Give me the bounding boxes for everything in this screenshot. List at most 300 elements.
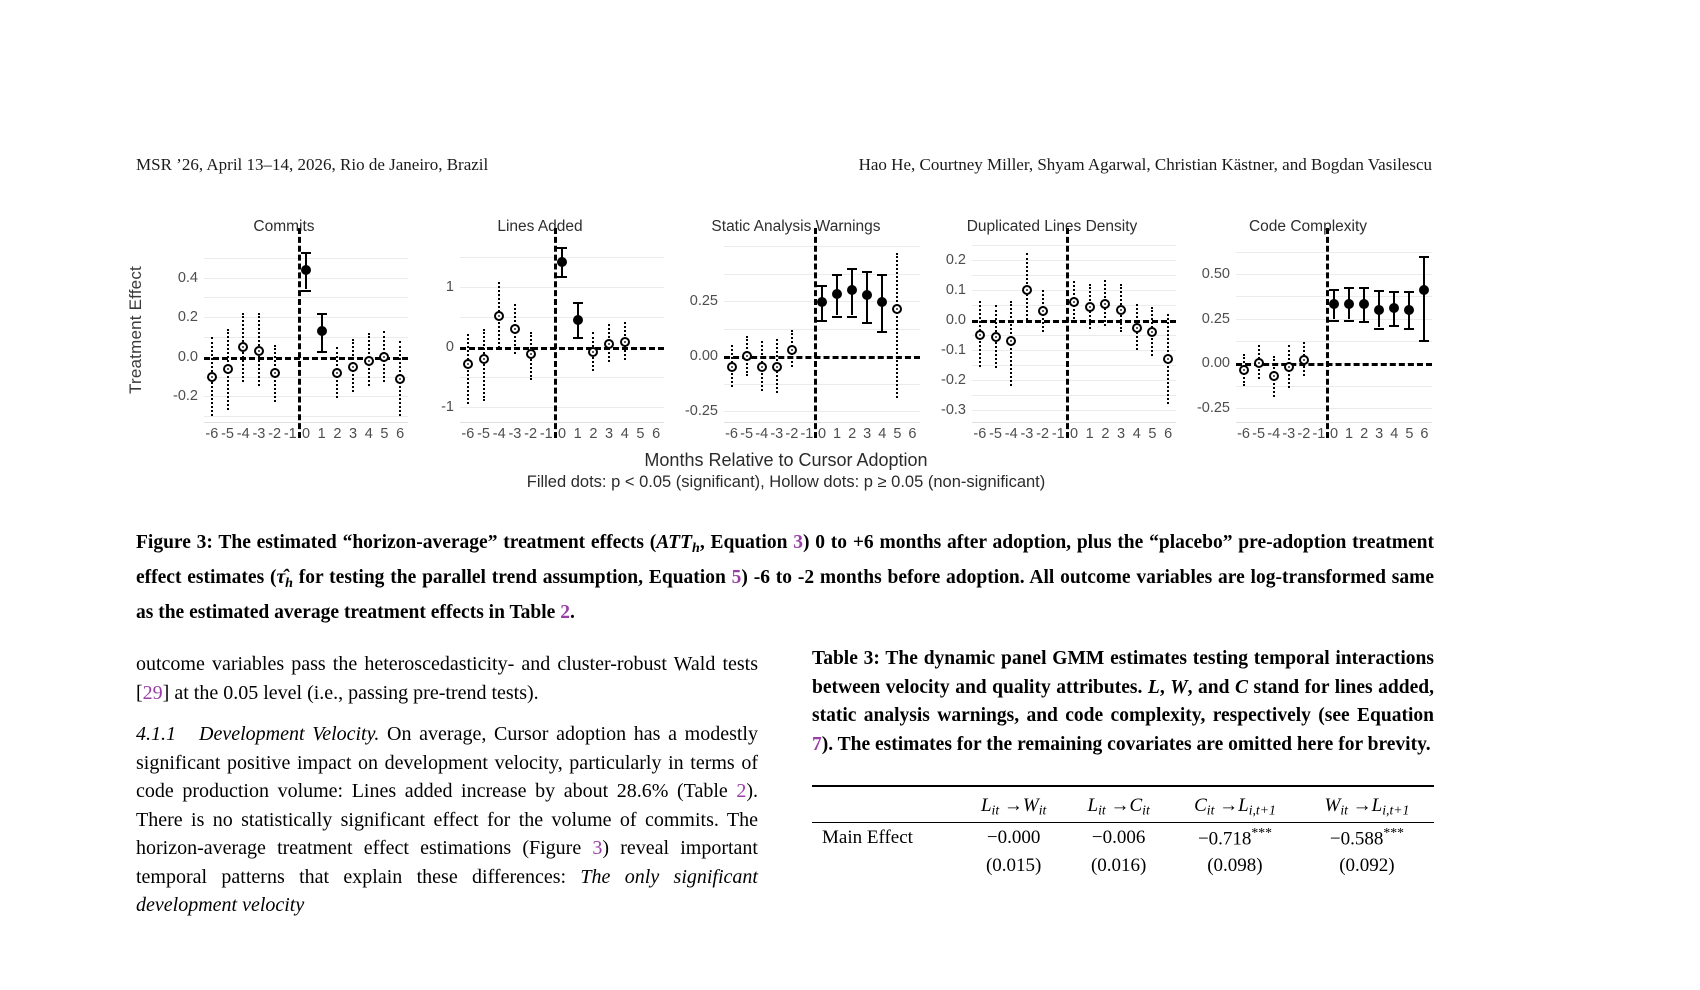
table-cell-estimate: −0.000 — [986, 827, 1041, 849]
chart-legend-note: Filled dots: p < 0.05 (significant), Hollow dots: p ≥ 0.05 (non-significant) — [526, 473, 1046, 491]
chart-dot-filled — [1329, 299, 1339, 309]
chart-error-bar-cap — [1419, 340, 1429, 342]
chart-error-bar-cap — [832, 274, 842, 276]
chart-x-tick-label: 2 — [589, 426, 598, 442]
chart-error-bar-cap — [862, 322, 872, 324]
chart-adoption-vline — [1066, 228, 1069, 438]
table-3-caption-math-W: W — [1170, 676, 1188, 698]
chart-x-tick-label: -5 — [1252, 426, 1266, 442]
chart-gridline — [1236, 408, 1432, 409]
table-cell-stderr: (0.015) — [985, 854, 1042, 876]
chart-y-tick-label: -0.2 — [173, 388, 198, 405]
chart-gridline — [460, 407, 664, 408]
figure-caption-text-1: The estimated “horizon-average” treatment effects ( — [212, 532, 657, 553]
chart-x-tick-label: 6 — [652, 426, 661, 442]
chart-dot-filled — [847, 285, 857, 295]
table-cell-stderr: (0.016) — [1090, 854, 1147, 876]
chart-x-tick-label: 4 — [620, 426, 629, 442]
chart-gridline — [204, 317, 408, 318]
chart-dot-filled — [557, 257, 567, 267]
chart-gridline — [972, 380, 1176, 381]
chart-dot-hollow — [757, 362, 767, 372]
chart-dot-filled — [877, 297, 887, 307]
chart-dot-hollow — [588, 347, 598, 357]
chart-dot-hollow — [463, 359, 473, 369]
chart-dot-hollow — [379, 352, 389, 362]
chart-x-axis-line — [1236, 422, 1432, 423]
table-row-stderr — [812, 853, 1434, 879]
chart-y-tick-label: -1 — [441, 399, 454, 415]
chart-error-bar-cap — [573, 302, 583, 304]
chart-gridline — [972, 275, 1176, 276]
chart-error-bar-cap — [847, 316, 857, 318]
chart-dot-hollow — [727, 362, 737, 372]
table-cell-stderr: (0.092) — [1339, 854, 1395, 876]
figure-caption-math-att-sub: h — [692, 539, 700, 556]
chart-x-tick-label: 5 — [380, 426, 389, 442]
chart-x-tick-label: 0 — [817, 426, 827, 442]
chart-x-axis-line — [724, 422, 920, 423]
chart-panel-title: Static Analysis Warnings — [711, 218, 881, 235]
chart-gridline — [972, 260, 1176, 261]
chart-y-tick-label: 0.25 — [1201, 310, 1230, 327]
chart-x-tick-label: 2 — [1101, 426, 1110, 442]
chart-dot-hollow — [207, 372, 217, 382]
chart-x-tick-label: 3 — [863, 426, 872, 442]
chart-x-tick-label: 5 — [636, 426, 645, 442]
figure-caption-label: Figure 3: — [136, 532, 213, 553]
table-row — [812, 823, 1434, 853]
table-cell-estimate: −0.588*** — [1329, 825, 1404, 850]
chart-panel-duplicated-lines-density — [924, 218, 1180, 478]
chart-x-tick-label: -6 — [1237, 426, 1250, 442]
chart-y-tick-label: 0.2 — [177, 309, 198, 326]
figure-caption-text-3: ) 0 to +6 months after adoption, plus the “placebo” pre-adoption treatment effect estimates ( — [136, 532, 1435, 588]
chart-error-bar-cap — [573, 337, 583, 339]
chart-x-tick-label: -4 — [755, 426, 769, 442]
chart-x-tick-label: 0 — [1329, 426, 1339, 442]
chart-y-tick-label: 0.50 — [1201, 266, 1230, 283]
figure-ref-3[interactable]: 3 — [592, 837, 603, 859]
running-header — [136, 155, 1432, 177]
chart-error-bar-cap — [1329, 289, 1339, 291]
chart-x-tick-label: -3 — [252, 426, 266, 442]
chart-dot-hollow — [1254, 358, 1264, 368]
chart-gridline — [1236, 386, 1432, 387]
chart-panel-commits — [156, 218, 412, 478]
chart-gridline — [972, 395, 1176, 396]
chart-x-tick-label: -1 — [283, 426, 297, 442]
chart-gridline — [724, 411, 920, 412]
figure-caption-ref-eq5[interactable]: 5 — [731, 566, 742, 588]
chart-dot-hollow — [510, 324, 520, 334]
chart-dot-hollow — [348, 362, 358, 372]
table-3-caption — [812, 645, 1434, 759]
chart-x-tick-labels — [724, 426, 920, 446]
chart-x-tick-label: -1 — [800, 426, 814, 442]
chart-y-tick-label: 1 — [445, 279, 454, 295]
chart-x-tick-label: -6 — [725, 426, 738, 442]
chart-error-bar-cap — [862, 271, 872, 273]
chart-panel-title: Code Complexity — [1248, 218, 1368, 235]
chart-y-tick-label: 0.00 — [689, 348, 718, 365]
chart-error-bar-cap — [877, 331, 887, 333]
chart-error-bar — [1423, 256, 1425, 340]
chart-error-bar-cap — [1389, 291, 1399, 293]
chart-x-tick-label: 5 — [1405, 426, 1414, 442]
chart-gridline — [724, 329, 920, 330]
chart-error-bar-cap — [557, 247, 567, 249]
chart-x-tick-label: 1 — [573, 426, 582, 442]
chart-gridline — [204, 297, 408, 298]
chart-x-tick-label: 4 — [878, 426, 887, 442]
chart-zero-line — [460, 347, 664, 350]
chart-dot-hollow — [1100, 299, 1110, 309]
chart-panel-lines-added — [412, 218, 668, 478]
table-header-row — [812, 787, 1434, 822]
chart-x-tick-label: -5 — [740, 426, 754, 442]
chart-x-tick-label: -6 — [461, 426, 475, 442]
chart-gridline — [1236, 341, 1432, 342]
table-column-header: Lit →Cit — [1087, 795, 1150, 818]
table-column-header: Wit →Li,t+1 — [1324, 795, 1410, 818]
table-3-caption-t5: ). The estimates for the remaining covariates are omitted here for brevity. — [821, 733, 1431, 755]
chart-x-tick-label: 2 — [1360, 426, 1369, 442]
chart-gridline — [204, 416, 408, 417]
chart-gridline — [972, 410, 1176, 411]
chart-gridline — [724, 274, 920, 275]
chart-x-tick-label: 5 — [1148, 426, 1157, 442]
chart-dot-hollow — [223, 364, 233, 374]
chart-zero-line — [1236, 363, 1432, 366]
chart-plot-area — [684, 242, 920, 422]
chart-error-bar-cap — [1374, 290, 1384, 292]
chart-x-tick-label: -5 — [989, 426, 1002, 442]
chart-x-tick-label: -4 — [236, 426, 250, 442]
chart-x-tick-label: -2 — [1297, 426, 1311, 442]
chart-x-tick-labels — [972, 426, 1176, 446]
chart-gridline — [204, 396, 408, 397]
chart-dot-hollow — [1163, 354, 1173, 364]
table-3-caption-math-L: L — [1147, 676, 1160, 698]
chart-dot-hollow — [479, 354, 489, 364]
citation-ref-29[interactable]: 29 — [142, 681, 163, 704]
chart-x-tick-label: 0 — [301, 426, 311, 442]
table-column-header: Lit →Wit — [980, 795, 1047, 818]
chart-x-tick-label: -4 — [492, 426, 506, 442]
chart-dot-hollow — [494, 311, 504, 321]
chart-error-bar-cap — [832, 316, 842, 318]
paragraph-velocity-text-a: On average, Cursor adoption has a modestly significant positive impact on development velocity, particularly in terms of code production volume: Lines added increase by about 28.6% (Table — [136, 723, 758, 802]
chart-y-tick-label: -0.25 — [1196, 399, 1230, 416]
chart-gridline — [1236, 274, 1432, 275]
chart-error-bar-cap — [1374, 328, 1384, 330]
chart-gridline — [460, 377, 664, 378]
chart-y-tick-label: -0.25 — [684, 403, 718, 419]
table-row-label: Main Effect — [822, 827, 913, 849]
figure-caption-text-4: for testing the parallel trend assumption, Equation — [292, 566, 732, 588]
chart-y-tick-label: 0.4 — [177, 269, 198, 286]
chart-x-tick-label: 0 — [1069, 426, 1079, 442]
table-ref-2[interactable]: 2 — [736, 780, 747, 802]
paragraph-development-velocity — [136, 720, 758, 920]
chart-x-tick-label: 1 — [833, 426, 842, 442]
chart-y-tick-label: 0 — [445, 339, 454, 355]
chart-y-tick-label: -0.2 — [941, 372, 966, 388]
chart-x-tick-label: -2 — [268, 426, 282, 442]
chart-zero-line — [724, 356, 920, 359]
chart-dot-filled — [573, 315, 583, 325]
table-3-caption-math-C: C — [1235, 676, 1249, 698]
chart-gridline — [204, 337, 408, 338]
chart-dot-hollow — [772, 362, 782, 372]
chart-y-tick-label: 0.0 — [945, 312, 966, 328]
chart-dot-hollow — [1239, 365, 1249, 375]
chart-error-bar-cap — [557, 276, 567, 278]
chart-error-bar-cap — [1404, 291, 1414, 293]
chart-plot-area — [441, 242, 664, 422]
chart-x-tick-label: 0 — [557, 426, 567, 442]
chart-plot-area — [173, 242, 408, 422]
chart-x-tick-label: 6 — [1420, 426, 1429, 442]
chart-dot-hollow — [254, 346, 264, 356]
chart-gridline — [460, 287, 664, 288]
figure-caption-math-att: ATT — [656, 532, 693, 553]
chart-y-tick-label: 0.00 — [1201, 355, 1230, 372]
chart-panel-title: Lines Added — [497, 218, 583, 235]
chart-zero-line — [204, 357, 408, 360]
chart-dot-filled — [1389, 303, 1399, 313]
chart-dot-filled — [317, 326, 327, 336]
chart-y-tick-label: 0.0 — [177, 348, 198, 365]
chart-dot-hollow — [787, 345, 797, 355]
chart-dot-hollow — [1022, 285, 1032, 295]
chart-x-tick-label: 2 — [333, 426, 342, 442]
figure-caption-math-tau: τ̂ — [276, 566, 286, 588]
chart-error-bar — [483, 329, 485, 401]
chart-x-tick-label: -2 — [785, 426, 799, 442]
chart-gridline — [972, 245, 1176, 246]
paragraph-pretrend-text-a: outcome variables pass the heteroscedasticity- and cluster-robust Wald tests [ — [136, 653, 758, 704]
chart-panel-code-complexity — [1180, 218, 1436, 478]
header-venue: MSR ’26, April 13–14, 2026, Rio de Janeiro, Brazil — [136, 155, 489, 174]
chart-x-tick-label: 4 — [364, 426, 373, 442]
chart-error-bar-cap — [1344, 320, 1354, 322]
chart-y-tick-label: 0.2 — [945, 252, 966, 268]
chart-y-tick-label: -0.3 — [941, 402, 966, 418]
chart-plot-area — [941, 242, 1176, 422]
chart-dot-filled — [1359, 299, 1369, 309]
chart-dot-hollow — [332, 368, 342, 378]
figure-caption-text-2: , Equation — [699, 532, 794, 553]
table-row-label-blank — [812, 853, 960, 879]
chart-x-tick-label: -3 — [1282, 426, 1296, 442]
chart-x-tick-label: -2 — [1036, 426, 1050, 442]
chart-dot-hollow — [620, 337, 630, 347]
chart-gridline — [1236, 252, 1432, 253]
chart-x-tick-label: -5 — [221, 426, 234, 442]
chart-dot-hollow — [1284, 362, 1294, 372]
chart-x-tick-label: -6 — [973, 426, 987, 442]
chart-x-tick-label: -3 — [508, 426, 522, 442]
chart-x-tick-label: 3 — [1375, 426, 1384, 442]
figure-caption-ref-eq3[interactable]: 3 — [793, 532, 803, 553]
chart-x-tick-label: 3 — [1117, 426, 1126, 442]
chart-dot-hollow — [1069, 297, 1079, 307]
chart-error-bar-cap — [877, 274, 887, 276]
chart-x-tick-label: 2 — [848, 426, 857, 442]
table-header-blank — [812, 787, 960, 822]
chart-x-tick-label: 3 — [605, 426, 614, 442]
chart-dot-filled — [1344, 299, 1354, 309]
chart-x-tick-label: 1 — [317, 426, 326, 442]
chart-error-bar-cap — [301, 290, 311, 292]
chart-x-tick-label: -3 — [770, 426, 784, 442]
chart-y-tick-label: 0.1 — [945, 282, 966, 298]
paragraph-velocity-emphasis: The only significant development velocity — [136, 865, 758, 916]
paragraph-velocity-text-c: ) reveal important temporal patterns that explain these differences: — [136, 837, 758, 888]
chart-error-bar-cap — [1344, 287, 1354, 289]
chart-x-tick-label: -4 — [1004, 426, 1018, 442]
chart-x-tick-label: -4 — [1267, 426, 1281, 442]
figure-3 — [126, 218, 1436, 500]
chart-gridline — [724, 384, 920, 385]
chart-dot-filled — [1419, 285, 1429, 295]
chart-y-axis-label: Treatment Effect — [126, 266, 145, 394]
chart-y-tick-label: -0.1 — [941, 342, 966, 358]
table-cell-estimate: −0.718*** — [1197, 825, 1272, 850]
chart-dot-filled — [301, 265, 311, 275]
chart-dot-hollow — [975, 330, 985, 340]
paragraph-pretrend-text-b: ] at the 0.05 level (i.e., passing pre-trend tests). — [162, 681, 539, 704]
table-column-header: Cit →Li,t+1 — [1194, 795, 1276, 818]
chart-x-tick-label: 5 — [893, 426, 902, 442]
chart-x-axis-line — [460, 422, 664, 423]
chart-x-tick-label: 3 — [349, 426, 358, 442]
chart-error-bar — [896, 253, 898, 398]
chart-error-bar-cap — [317, 351, 327, 353]
chart-dot-hollow — [742, 351, 752, 361]
chart-x-axis-label: Months Relative to Cursor Adoption — [644, 450, 928, 470]
body-column-right — [812, 645, 1434, 879]
table-cell-estimate: −0.006 — [1091, 827, 1146, 849]
chart-x-tick-label: -1 — [539, 426, 553, 442]
chart-error-bar — [467, 334, 469, 404]
chart-x-tick-label: -3 — [1020, 426, 1034, 442]
chart-x-tick-label: -1 — [1051, 426, 1065, 442]
chart-error-bar-cap — [1359, 287, 1369, 289]
table-3 — [812, 785, 1434, 879]
chart-adoption-vline — [1326, 228, 1329, 438]
chart-panel-title: Duplicated Lines Density — [966, 218, 1138, 235]
chart-dot-hollow — [604, 339, 614, 349]
chart-dot-hollow — [364, 356, 374, 366]
table-3-caption-t3: , and — [1187, 676, 1235, 698]
figure-caption-text-5: ) -6 to -2 months before adoption. All outcome variables are log-transformed same as the estimated average treatment effects in Table — [136, 566, 1435, 623]
table-3-caption-label: Table 3: — [812, 648, 880, 669]
equation-ref-7[interactable]: 7 — [812, 733, 822, 755]
table-3-caption-t4: stand for lines added, static analysis warnings, and code complexity, respectively (see Equation — [812, 676, 1434, 726]
chart-gridline — [972, 365, 1176, 366]
chart-error-bar-cap — [1404, 328, 1414, 330]
header-authors: Hao He, Courtney Miller, Shyam Agarwal, Christian Kästner, and Bogdan Vasilescu — [858, 155, 1432, 174]
chart-x-tick-label: -1 — [1312, 426, 1326, 442]
chart-dot-filled — [832, 289, 842, 299]
chart-dot-hollow — [892, 304, 902, 314]
chart-gridline — [972, 350, 1176, 351]
figure-caption — [136, 528, 1434, 627]
chart-error-bar-cap — [847, 268, 857, 270]
chart-dot-filled — [1404, 305, 1414, 315]
chart-x-tick-label: -6 — [205, 426, 219, 442]
chart-x-tick-labels — [460, 426, 664, 446]
chart-x-tick-label: 6 — [396, 426, 405, 442]
chart-x-tick-label: -5 — [477, 426, 490, 442]
chart-y-tick-label: 0.25 — [689, 293, 718, 310]
chart-error-bar-cap — [1419, 256, 1429, 258]
chart-gridline — [204, 377, 408, 378]
chart-adoption-vline — [814, 228, 817, 438]
figure-caption-math-tau-sub: h — [285, 574, 293, 591]
chart-dot-hollow — [991, 332, 1001, 342]
chart-gridline — [724, 246, 920, 247]
chart-gridline — [972, 335, 1176, 336]
figure-caption-ref-table2[interactable]: 2 — [560, 601, 570, 623]
chart-panel-static-analysis-warnings — [668, 218, 924, 478]
chart-dot-hollow — [1006, 336, 1016, 346]
chart-x-tick-label: -2 — [524, 426, 538, 442]
chart-x-axis-line — [204, 422, 408, 423]
chart-panel-title: Commits — [253, 218, 315, 235]
figure-caption-text-6: . — [569, 601, 575, 623]
chart-dot-filled — [817, 297, 827, 307]
table-3-caption-t2: , — [1159, 676, 1171, 698]
chart-dot-hollow — [526, 349, 536, 359]
chart-x-tick-label: 1 — [1345, 426, 1354, 442]
chart-error-bar-cap — [817, 285, 827, 287]
chart-panels — [156, 218, 1436, 478]
chart-dot-hollow — [270, 368, 280, 378]
paragraph-velocity-text-b: ). There is no statistically significant effect for the volume of commits. The horizon-average treatment effect estimations (Figure — [136, 780, 758, 859]
chart-error-bar-cap — [1389, 325, 1399, 327]
chart-dot-hollow — [1116, 305, 1126, 315]
table-cell-stderr: (0.098) — [1207, 854, 1263, 876]
chart-dot-hollow — [1299, 355, 1309, 365]
chart-error-bar-cap — [1359, 321, 1369, 323]
chart-x-tick-label: 4 — [1390, 426, 1399, 442]
chart-dot-hollow — [395, 374, 405, 384]
chart-dot-filled — [1374, 305, 1384, 315]
table-3-caption-t1: The dynamic panel GMM estimates testing temporal interactions between velocity and quality attributes. — [812, 648, 1434, 698]
chart-x-tick-label: 4 — [1132, 426, 1141, 442]
chart-dot-hollow — [1269, 371, 1279, 381]
chart-dot-hollow — [1038, 306, 1048, 316]
chart-dot-filled — [862, 290, 872, 300]
chart-x-tick-labels — [1236, 426, 1432, 446]
chart-dot-hollow — [1085, 302, 1095, 312]
chart-adoption-vline — [298, 228, 301, 438]
chart-error-bar-cap — [1329, 320, 1339, 322]
chart-x-tick-labels — [204, 426, 408, 446]
chart-gridline — [460, 317, 664, 318]
subsection-number: 4.1.1 — [136, 723, 176, 745]
chart-x-tick-label: 1 — [1085, 426, 1094, 442]
body-column-left — [136, 650, 758, 933]
chart-error-bar-cap — [301, 252, 311, 254]
chart-x-tick-label: 6 — [1164, 426, 1173, 442]
paragraph-pretrend — [136, 650, 758, 707]
chart-dot-hollow — [1132, 323, 1142, 333]
